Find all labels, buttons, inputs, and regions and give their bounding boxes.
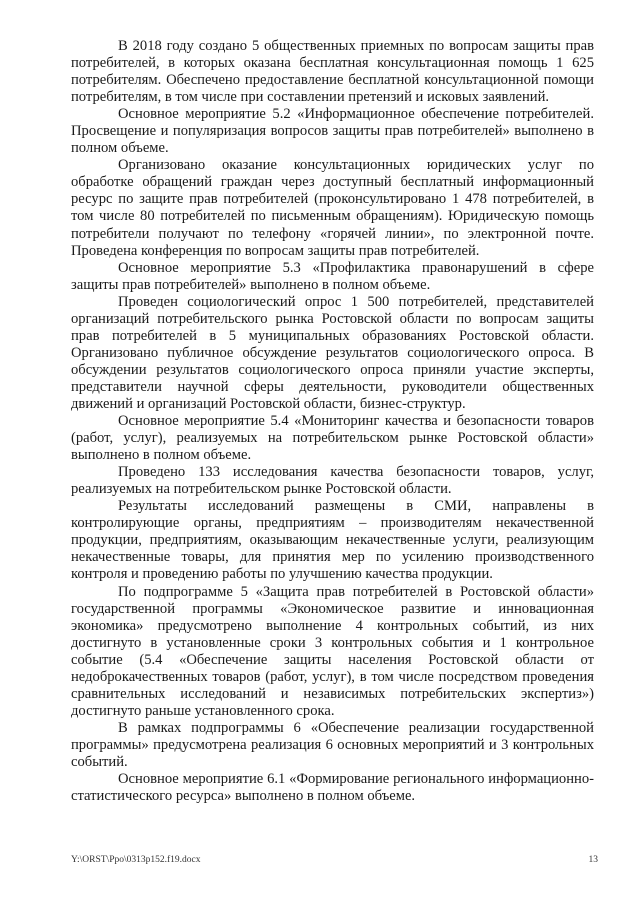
paragraph: Результаты исследований размещены в СМИ, направлены в контролирующие органы, предприятиям – производителям некачественной продукции, предприятиям, оказывающим некачественные услуги, реализующим некачественные товары, для принятия мер по усилению производственного контроля и проведению работы по улучшению качества продукции.: [71, 498, 594, 583]
paragraph: Основное мероприятие 5.4 «Мониторинг качества и безопасности товаров (работ, услуг), реализуемых на потребительском рынке Ростовской области» выполнено в полном объеме.: [71, 413, 594, 464]
paragraph: Проведен социологический опрос 1 500 потребителей, представителей организаций потребительского рынка Ростовской области по вопросам защиты прав потребителей в 5 муниципальных образованиях Ростовской области. Организовано публичное обсуждение результатов социологического опроса. В обсуждении результатов социологического опроса приняли участие эксперты, представители научной сферы деятельности, руководители общественных движений и организаций Ростовской области, бизнес-структур.: [71, 293, 594, 412]
paragraph: По подпрограмме 5 «Защита прав потребителей в Ростовской области» государственной программы «Экономическое развитие и инновационная экономика» предусмотрено выполнение 4 контрольных событий, из них достигнуто в установленные сроки 3 контрольных события и 1 контрольное событие (5.4 «Обеспечение защиты населения Ростовской области от недоброкачественных товаров (работ, услуг), в том числе посредством проведения сравнительных исследований и независимых потребительских экспертиз») достигнуто раньше установленного срока.: [71, 583, 594, 719]
paragraph: В рамках подпрограммы 6 «Обеспечение реализации государственной программы» предусмотрена реализация 6 основных мероприятий и 3 контрольных событий.: [71, 719, 594, 770]
page-number: 13: [588, 855, 598, 865]
paragraph: Основное мероприятие 5.3 «Профилактика правонарушений в сфере защиты прав потребителей» выполнено в полном объеме.: [71, 259, 594, 293]
paragraph: Проведено 133 исследования качества безопасности товаров, услуг, реализуемых на потребительском рынке Ростовской области.: [71, 464, 594, 498]
paragraph: Организовано оказание консультационных юридических услуг по обработке обращений граждан через доступный бесплатный информационный ресурс по защите прав потребителей (проконсультировано 1 478 потребителей, в том числе 80 потребителей по письменным обращениям). Юридическую помощь потребители получают по телефону «горячей линии», по электронной почте. Проведена конференция по вопросам защиты прав потребителей.: [71, 157, 594, 259]
document-body: [71, 38, 594, 805]
footer-file-path: Y:\ORST\Ppo\0313p152.f19.docx: [71, 855, 201, 865]
paragraph: Основное мероприятие 6.1 «Формирование регионального информационно-статистического ресурса» выполнено в полном объеме.: [71, 771, 594, 805]
paragraph: В 2018 году создано 5 общественных приемных по вопросам защиты прав потребителей, в которых оказана бесплатная консультационная помощь 1 625 потребителям. Обеспечено предоставление бесплатной консультационной помощи потребителям, в том числе при составлении претензий и исковых заявлений.: [71, 38, 594, 106]
paragraph: Основное мероприятие 5.2 «Информационное обеспечение потребителей. Просвещение и популяризация вопросов защиты прав потребителей» выполнено в полном объеме.: [71, 106, 594, 157]
